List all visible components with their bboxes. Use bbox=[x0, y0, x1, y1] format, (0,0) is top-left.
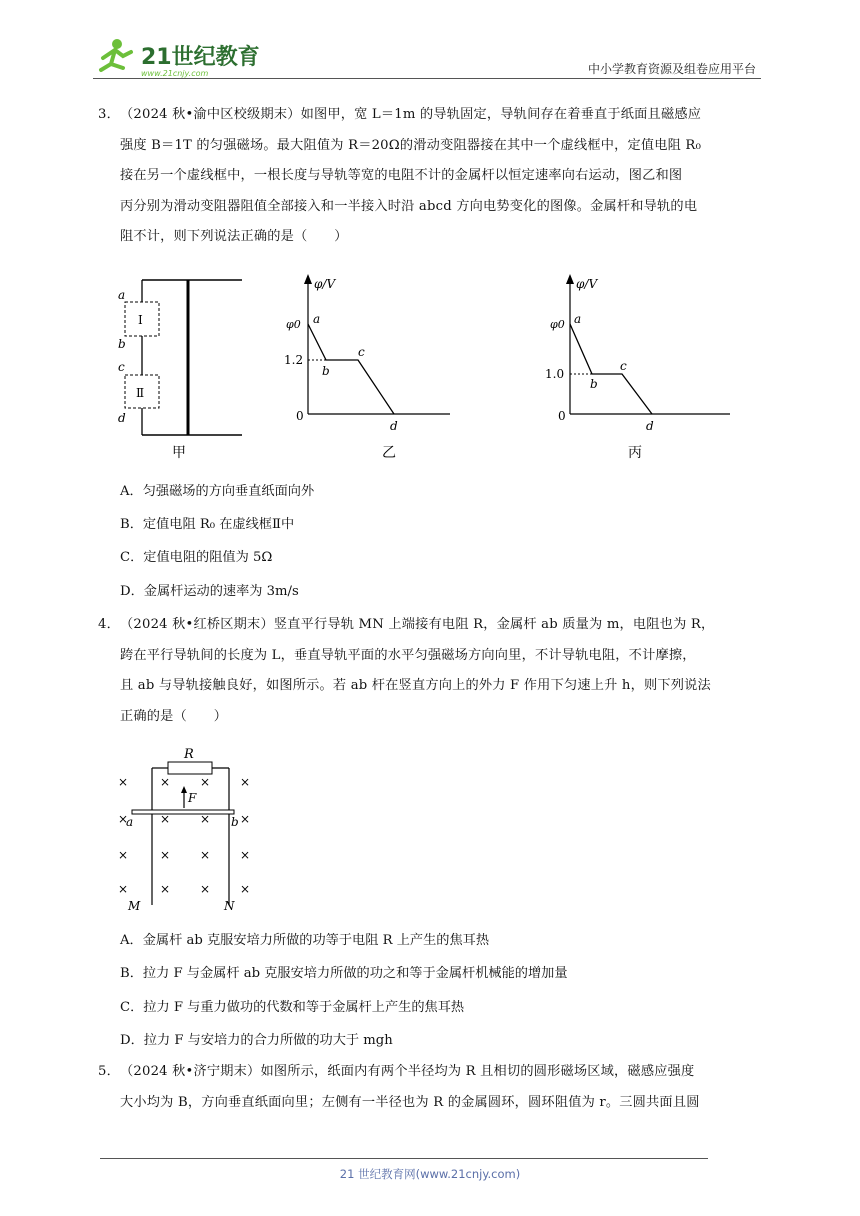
svg-text:×: × bbox=[240, 882, 251, 896]
question-line: （2024 秋•济宁期末）如图所示，纸面内有两个半径均为 R 且相切的圆形磁场区域，磁感应强度 bbox=[120, 1064, 695, 1079]
svg-text:×: × bbox=[160, 882, 171, 896]
question-line: （2024 秋•渝中区校级期末）如图甲，宽 L＝1m 的导轨固定，导轨间存在着垂直于纸面且磁感应 bbox=[120, 107, 702, 122]
svg-text:×: × bbox=[240, 848, 251, 862]
svg-text:×: × bbox=[160, 775, 171, 789]
box-label: Ⅱ bbox=[136, 386, 145, 400]
svg-text:×: × bbox=[240, 775, 251, 789]
question-line: 丙分别为滑动变阻器阻值全部接入和一半接入时沿 abcd 方向电势变化的图像。金属杆和导轨的电 bbox=[120, 198, 698, 214]
figure-bing bbox=[540, 268, 740, 468]
point-label: c bbox=[620, 359, 627, 373]
phi0-label: φ0 bbox=[286, 318, 301, 331]
question-5 bbox=[98, 1057, 765, 1118]
site-logo bbox=[93, 36, 263, 80]
runner-icon bbox=[101, 39, 131, 70]
logo-text: 21世纪教育 bbox=[141, 45, 260, 70]
question-line: 大小均为 B，方向垂直纸面向里；左侧有一半径也为 R 的金属圆环，圆环阻值为 r。三圆共面且圆 bbox=[120, 1094, 700, 1110]
question-line: 接在另一个虚线框中，一根长度与导轨等宽的电阻不计的金属杆以恒定速率向右运动，图乙和图 bbox=[120, 168, 683, 183]
svg-text:×: × bbox=[200, 848, 211, 862]
resistor-label: R bbox=[184, 747, 194, 762]
option-a[interactable]: A．匀强磁场的方向垂直纸面向外 bbox=[120, 484, 315, 499]
question-4 bbox=[98, 610, 765, 732]
logo-url: www.21cnjy.com bbox=[141, 69, 209, 78]
svg-text:×: × bbox=[118, 812, 129, 826]
tick-label: 1.0 bbox=[545, 367, 565, 381]
point-label: a bbox=[126, 815, 134, 829]
point-label: b bbox=[590, 377, 598, 391]
question-3 bbox=[98, 100, 765, 253]
question-line: 且 ab 与导轨接触良好，如图所示。若 ab 杆在竖直方向上的外力 F 作用下匀速上升 h，则下列说法 bbox=[120, 678, 711, 693]
header-platform-name: 中小学教育资源及组卷应用平台 bbox=[587, 62, 756, 76]
figure-q4-circuit bbox=[112, 740, 262, 915]
svg-text:×: × bbox=[118, 848, 129, 862]
question-line: 阻不计，则下列说法正确的是（ ） bbox=[120, 229, 348, 244]
y-axis-label: φ/V bbox=[314, 277, 336, 291]
question-line: （2024 秋•红桥区期末）竖直平行导轨 MN 上端接有电阻 R，金属杆 ab 质量为 m，电阻也为 R， bbox=[120, 617, 715, 632]
point-label: c bbox=[118, 360, 125, 374]
point-label: a bbox=[313, 312, 321, 326]
point-label: a bbox=[574, 312, 582, 326]
question-number: 5． bbox=[98, 1064, 120, 1079]
point-label: d bbox=[118, 411, 126, 425]
svg-text:×: × bbox=[118, 882, 129, 896]
tick-label: 0 bbox=[558, 409, 566, 423]
figure-caption: 丙 bbox=[628, 445, 642, 461]
figure-caption: 乙 bbox=[382, 445, 396, 461]
option-b[interactable]: B．拉力 F 与金属杆 ab 克服安培力所做的功之和等于金属杆机械能的增加量 bbox=[120, 966, 568, 981]
svg-text:×: × bbox=[118, 775, 129, 789]
question-line: 正确的是（ ） bbox=[120, 708, 228, 724]
option-d[interactable]: D．拉力 F 与安培力的合力所做的功大于 mgh bbox=[120, 1033, 393, 1048]
figure-yi bbox=[280, 268, 460, 468]
force-label: F bbox=[188, 791, 197, 805]
rail-label: N bbox=[224, 899, 235, 913]
box-label: I bbox=[138, 313, 143, 327]
point-label: b bbox=[231, 815, 239, 829]
rail-label: M bbox=[128, 899, 141, 913]
option-c[interactable]: C．定值电阻的阻值为 5Ω bbox=[120, 550, 273, 565]
footer-link[interactable]: 21 世纪教育网(www.21cnjy.com) bbox=[339, 1167, 521, 1181]
point-label: d bbox=[646, 419, 654, 433]
option-c[interactable]: C．拉力 F 与重力做功的代数和等于金属杆上产生的焦耳热 bbox=[120, 1000, 465, 1015]
footer-divider bbox=[100, 1158, 708, 1159]
point-label: a bbox=[118, 288, 126, 302]
point-label: d bbox=[390, 419, 398, 433]
question-line: 跨在平行导轨间的长度为 L，垂直导轨平面的水平匀强磁场方向向里，不计导轨电阻，不计摩擦， bbox=[120, 647, 696, 663]
svg-text:×: × bbox=[200, 882, 211, 896]
option-a[interactable]: A．金属杆 ab 克服安培力所做的功等于电阻 R 上产生的焦耳热 bbox=[120, 933, 490, 948]
svg-text:×: × bbox=[240, 812, 251, 826]
question-line: 强度 B＝1T 的匀强磁场。最大阻值为 R＝20Ω的滑动变阻器接在其中一个虚线框中，定值电阻 R₀ bbox=[120, 137, 702, 153]
figure-caption: 甲 bbox=[172, 445, 186, 461]
svg-text:×: × bbox=[200, 812, 211, 826]
svg-text:×: × bbox=[160, 812, 171, 826]
point-label: b bbox=[322, 364, 330, 378]
header-divider bbox=[93, 78, 761, 79]
tick-label: 0 bbox=[296, 409, 304, 423]
phi0-label: φ0 bbox=[550, 318, 565, 331]
option-d[interactable]: D．金属杆运动的速率为 3m/s bbox=[120, 584, 299, 599]
option-b[interactable]: B．定值电阻 R₀ 在虚线框Ⅱ中 bbox=[120, 517, 295, 532]
point-label: b bbox=[118, 337, 126, 351]
svg-text:×: × bbox=[160, 848, 171, 862]
figure-jia bbox=[110, 270, 250, 465]
svg-text:×: × bbox=[200, 775, 211, 789]
point-label: c bbox=[358, 345, 365, 359]
question-number: 4． bbox=[98, 617, 120, 632]
y-axis-label: φ/V bbox=[576, 277, 598, 291]
tick-label: 1.2 bbox=[284, 353, 304, 367]
question-number: 3． bbox=[98, 107, 120, 122]
